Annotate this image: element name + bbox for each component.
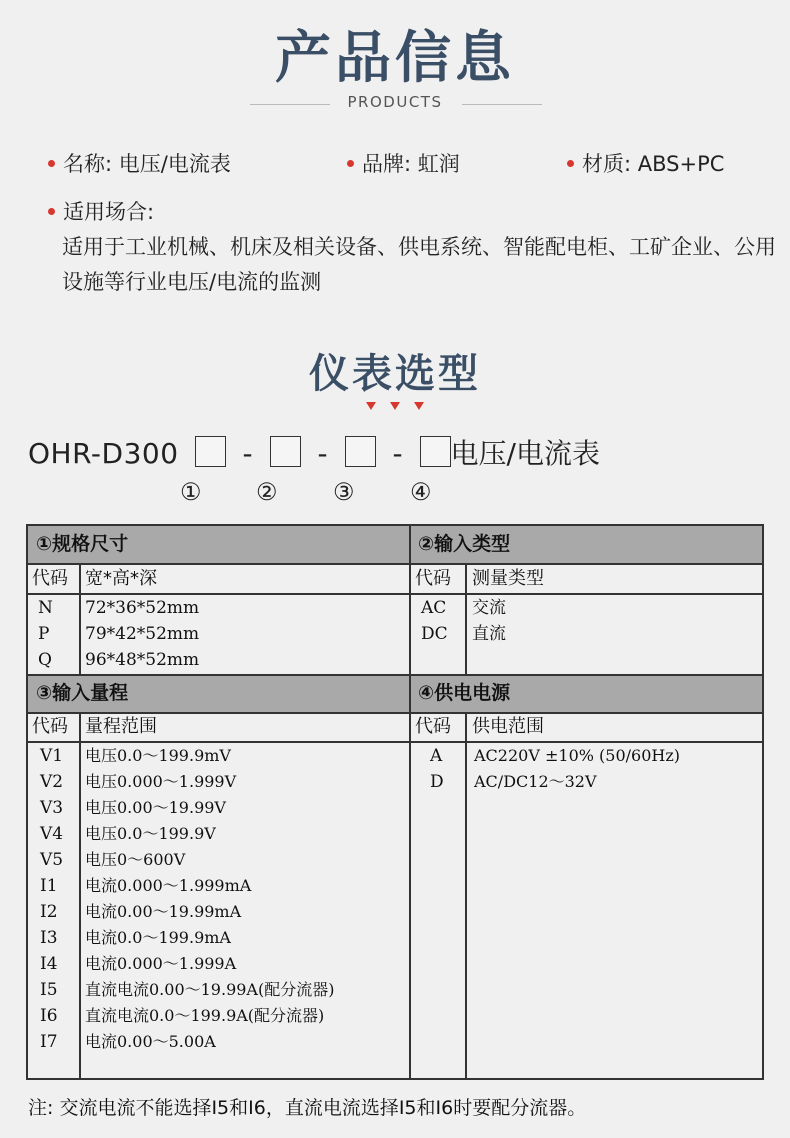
input-type-col-code: 代码 (415, 568, 451, 589)
bullet-icon (347, 160, 354, 167)
info-brand-text: 品牌: 虹润 (362, 152, 460, 176)
divider (79, 712, 81, 1078)
divider (28, 674, 762, 676)
table-row: 电压0.00～19.99V (85, 798, 226, 817)
range-col-value: 量程范围 (85, 716, 157, 737)
info-usage (48, 196, 154, 226)
divider (409, 526, 411, 1078)
page-subtitle: PRODUCTS (347, 93, 443, 111)
code-box-2 (270, 436, 301, 467)
table-row: N (38, 598, 53, 618)
table-row: V5 (40, 850, 64, 870)
table-row: 直流电流0.0～199.9A(配分流器) (85, 1006, 325, 1025)
power-col-code: 代码 (415, 716, 451, 737)
table-row: DC (421, 624, 448, 644)
table-row: I2 (40, 902, 58, 922)
subtitle-line-right (462, 104, 542, 105)
table-row: I3 (40, 928, 58, 948)
marker-4: ④ (410, 478, 432, 506)
table-row: V4 (40, 824, 64, 844)
range-codes (40, 743, 63, 1055)
info-material (567, 148, 724, 178)
table-row: P (38, 624, 50, 644)
range-col-code: 代码 (32, 716, 68, 737)
divider (79, 563, 81, 674)
table-row: Q (38, 650, 52, 670)
usage-description: 适用于工业机械、机床及相关设备、供电系统、智能配电柜、工矿企业、公用设施等行业电压/电流的监测 (62, 235, 776, 294)
table-row: I5 (40, 980, 58, 1000)
table-row: V1 (40, 746, 64, 766)
table-row: 电压0～600V (85, 850, 186, 869)
size-codes (38, 595, 78, 673)
table-row: 电流0.00～19.99mA (85, 902, 242, 921)
model-suffix: 电压/电流表 (450, 437, 600, 470)
marker-3: ③ (333, 478, 355, 506)
input-type-col-value: 测量类型 (472, 568, 544, 589)
down-arrows-icon (366, 402, 426, 414)
dash: - (392, 437, 403, 470)
subtitle-bar (0, 93, 790, 115)
table-row: 96*48*52mm (85, 650, 200, 670)
marker-2: ② (256, 478, 278, 506)
table-row: A (430, 746, 443, 766)
table-row: AC (421, 598, 447, 618)
code-box-1 (195, 436, 226, 467)
info-name (48, 148, 231, 178)
info-brand (347, 148, 460, 178)
table-row: I6 (40, 1006, 58, 1026)
input-type-header: ②输入类型 (410, 526, 762, 563)
table-row: 72*36*52mm (85, 598, 200, 618)
power-header: ④供电电源 (410, 675, 762, 712)
size-col-value: 宽*高*深 (85, 568, 157, 589)
spec-table (26, 524, 764, 1080)
input-type-codes (421, 595, 448, 647)
info-material-text: 材质: ABS+PC (582, 152, 725, 176)
marker-1: ① (180, 478, 202, 506)
table-row: 直流电流0.00～19.99A(配分流器) (85, 980, 335, 999)
table-row: 电流0.000～1.999A (85, 954, 237, 973)
table-row: V3 (40, 798, 64, 818)
table-row: AC220V ±10% (50/60Hz) (474, 746, 681, 765)
power-codes (430, 743, 444, 795)
table-row: V2 (40, 772, 64, 792)
table-row: 电流0.00～5.00A (85, 1032, 216, 1051)
divider (465, 563, 467, 674)
table-row: I4 (40, 954, 58, 974)
footnote: 注: 交流电流不能选择I5和I6，直流电流选择I5和I6时要配分流器。 (28, 1097, 587, 1119)
table-row: AC/DC12～32V (474, 772, 597, 791)
dash: - (317, 437, 328, 470)
size-header: ①规格尺寸 (28, 526, 410, 563)
table-row: D (430, 772, 444, 792)
bullet-icon (48, 160, 55, 167)
code-box-3 (345, 436, 376, 467)
divider (465, 712, 467, 1078)
model-prefix: OHR-D300 (28, 437, 179, 470)
selection-title: 仪表选型 (309, 351, 481, 397)
bullet-icon (567, 160, 574, 167)
table-row: 直流 (472, 624, 506, 644)
model-code (28, 432, 768, 472)
info-name-text: 名称: 电压/电流表 (63, 152, 231, 176)
page-title: 产品信息 (275, 26, 515, 91)
input-type-values (472, 595, 506, 647)
range-values (85, 743, 334, 1055)
table-row: 电压0.0～199.9mV (85, 746, 231, 765)
dash: - (242, 437, 253, 470)
table-row: 电压0.0～199.9V (85, 824, 216, 843)
table-row: 电流0.0～199.9mA (85, 928, 231, 947)
power-col-value: 供电范围 (472, 716, 544, 737)
info-usage-label: 适用场合: (63, 200, 155, 224)
table-row: 79*42*52mm (85, 624, 200, 644)
table-row: 电压0.000～1.999V (85, 772, 237, 791)
size-values (85, 595, 199, 673)
size-col-code: 代码 (32, 568, 68, 589)
code-box-4 (420, 436, 451, 467)
table-row: I7 (40, 1032, 58, 1052)
table-row: I1 (40, 876, 58, 896)
table-row: 电流0.000～1.999mA (85, 876, 252, 895)
table-row: 交流 (472, 598, 506, 618)
bullet-icon (48, 208, 55, 215)
power-values (474, 743, 680, 795)
range-header: ③输入量程 (28, 675, 410, 712)
